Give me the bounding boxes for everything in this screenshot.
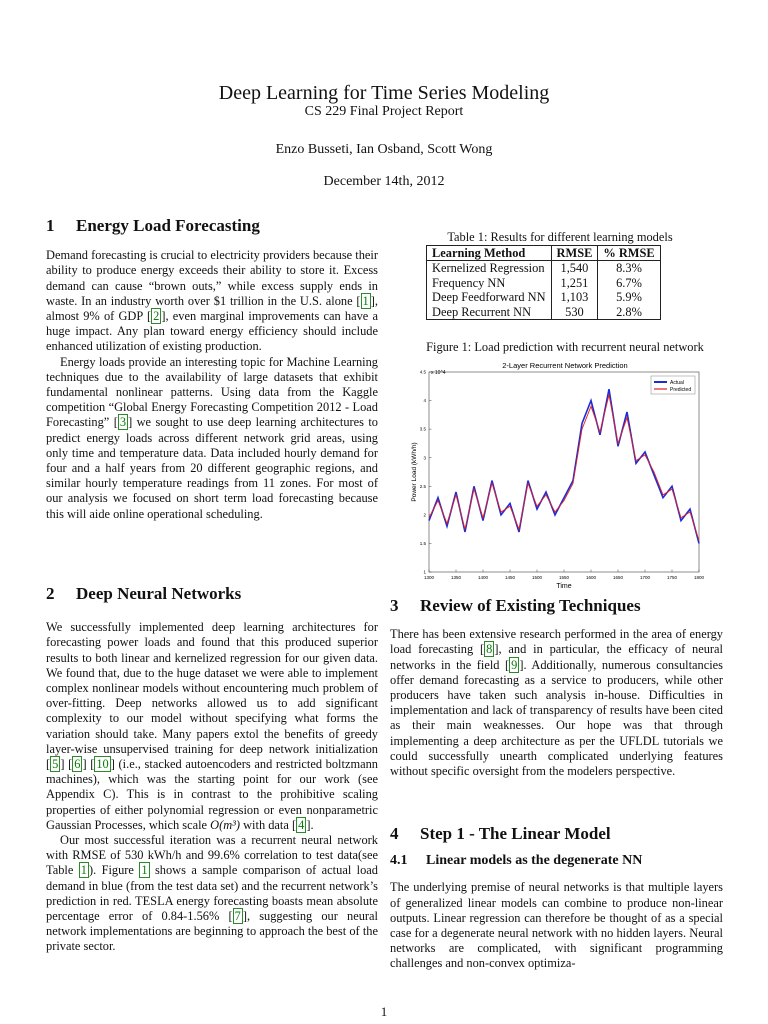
table-row <box>427 305 661 320</box>
y-tick-label: 3 <box>423 455 426 461</box>
x-tick-label: 1350 <box>450 575 462 580</box>
section-4 <box>390 826 723 972</box>
x-tick-label: 1650 <box>612 575 624 580</box>
table-cell: Frequency NN <box>427 276 552 290</box>
citation-link[interactable]: 1 <box>362 293 369 308</box>
citation-link[interactable]: 4 <box>298 817 305 832</box>
y-tick-label: 1 <box>423 569 426 575</box>
paper-authors: Enzo Busseti, Ian Osband, Scott Wong <box>275 142 493 157</box>
paper-date: December 14th, 2012 <box>323 174 445 189</box>
citation-link[interactable]: 2 <box>153 309 160 324</box>
section-2-paragraph-1: We successfully implemented deep learning architectures for forecasting power loads and found that this produced superior results to both linear and kernelized regression for our given data. We found that, due to the huge dataset we were able to implement complex nonlinear models without encountering much problem of over-fitting. Deep networks allowed us to add significant complexity to our model without specifying what forms the variation should take. Many papers extol the benefits of greedy layer-wise unsupervised training for deep network initialization [ 5 ] [ 6 ] [ 10 ] (i.e., stacked autoencoders and restricted boltzmann machines), which was the starting point for our work (see Appendix C). This is in contrast to the prohibitive scaling properties of either polynomial regression or even nonparametric Gaussian Processes, which scale O(m³) with data [ 4 ]. <box>46 620 378 832</box>
section-1-paragraph-2: Energy loads provide an interesting topic for Machine Learning techniques due to the availability of large datasets that exhibit fundamental nonlinear patterns. Using data from the Kaggle competition “Global Energy Forecasting Competition 2012 - Load Forecasting” [ 3 ] we sought to use deep learning architectures to predict energy loads across different network grid areas, using only time and temperature data. Data included hourly demand for four and a half years from 20 different geographic regions, and similar hourly temperature readings from 11 zones. For most of our analysis we focused on short term load forecasting because this will aide online operational scheduling. <box>46 354 379 521</box>
load-prediction-chart <box>405 358 705 590</box>
figure-1-caption: Figure 1: Load prediction with recurrent neural network <box>426 340 704 354</box>
table-ref-link[interactable]: 1 <box>80 863 87 878</box>
section-2-heading: 2 Deep Neural Networks <box>46 584 242 603</box>
table-cell: 530 <box>551 305 598 320</box>
table-header-row <box>427 246 661 261</box>
x-tick-label: 1550 <box>558 575 570 580</box>
section-3-paragraph-1: There has been extensive research performed in the area of energy load forecasting [ 8 ], and in particular, the efficacy of neural networks in the field [ 9 ]. Additionally, numerous consultancies offer demand forecasting as a service to producers, while other producers have taken such analysis in-house. Difficulties in implementation and lack of transparency of results have been cited as their main weaknesses. Our hope was that through implementing a deep architecture as per the UFLDL tutorials we could successfully unearth complicated underlying features without specific oversight from the modelers perspective. <box>390 627 723 779</box>
section-3-heading: 3 Review of Existing Techniques <box>390 596 641 615</box>
citation-link[interactable]: 10 <box>96 757 109 772</box>
figure-ref-link[interactable]: 1 <box>141 863 148 878</box>
legend-label: Actual <box>670 380 684 386</box>
citation-link[interactable]: 6 <box>74 757 81 772</box>
section-2-paragraph-2: Our most successful iteration was a recurrent neural network with RMSE of 530 kWh/h and 99.6% correlation to test data(see Table 1 ). Figure 1 shows a sample comparison of actual load demand in blue (from the test data set) and the recurrent network’s prediction in red. TESLA energy forecasting boasts mean absolute percentage error of 0.84-1.56% [ 7 ], suggesting our neural network implementations are beginning to approach the best of the private sector. <box>46 833 378 954</box>
x-tick-label: 1800 <box>693 575 705 580</box>
section-1-heading: 1 Energy Load Forecasting <box>46 216 260 235</box>
x-tick-label: 1750 <box>666 575 678 580</box>
chart-title: 2-Layer Recurrent Network Prediction <box>502 361 628 370</box>
y-tick-label: 2.5 <box>419 483 426 489</box>
table-1-block <box>425 230 695 320</box>
table-cell: Deep Feedforward NN <box>427 290 552 304</box>
section-1-paragraph-1: Demand forecasting is crucial to electricity providers because their ability to produce energy exceeds their ability to store it. Excess demand can cause “brown outs,” while excess supply ends in waste. In an industry worth over $1 trillion in the U.S. alone [ 1 ], almost 9% of GDP [ 2 ], even marginal improvements can have a huge impact. Any plan toward energy efficiency should include enhanced utilization of existing production. <box>46 248 378 354</box>
table-cell: Deep Recurrent NN <box>427 305 552 320</box>
table-cell: 1,251 <box>551 276 598 290</box>
citation-link[interactable]: 5 <box>52 757 59 772</box>
table-cell: 6.7% <box>598 276 660 290</box>
results-table <box>426 245 661 320</box>
y-tick-label: 1.5 <box>419 541 426 547</box>
citation-link[interactable]: 7 <box>234 909 241 924</box>
x-tick-label: 1300 <box>423 575 435 580</box>
y-tick-label: 4.5 <box>419 369 426 375</box>
section-4-paragraph-1: The underlying premise of neural networks is that multiple layers of generalized linear models can combine to produce non-linear outputs. Linear regression can therefore be thought of as a special case for a degenerate neural network with no hidden layers. Neural networks are complicated, with significant programming challenges and non-convex optimiza- <box>390 880 723 971</box>
paper-title: Deep Learning for Time Series Modeling <box>218 82 550 104</box>
legend-label: Predicted <box>670 387 692 393</box>
table-cell: 1,103 <box>551 290 598 304</box>
table-row <box>427 261 661 276</box>
citation-link[interactable]: 3 <box>119 415 127 430</box>
x-tick-label: 1450 <box>504 575 516 580</box>
table-header-cell: % RMSE <box>598 246 660 261</box>
table-cell: Kernelized Regression <box>427 261 552 276</box>
table-row <box>427 276 661 290</box>
subsection-4-1-heading: 4.1 Linear models as the degenerate NN <box>390 853 643 869</box>
paper-subtitle: CS 229 Final Project Report <box>304 104 464 119</box>
section-2 <box>46 586 378 955</box>
section-1 <box>46 218 378 522</box>
table-row <box>427 290 661 304</box>
x-tick-label: 1500 <box>531 575 543 580</box>
chart-y-exponent: x 10^4 <box>431 370 446 376</box>
section-4-heading: 4 Step 1 - The Linear Model <box>390 824 611 843</box>
citation-link[interactable]: 9 <box>511 657 518 672</box>
citation-link[interactable]: 8 <box>486 642 493 657</box>
x-tick-label: 1700 <box>639 575 651 580</box>
chart-y-label: Power Load (kWh/h) <box>411 442 418 502</box>
section-3 <box>390 598 723 779</box>
x-tick-label: 1400 <box>477 575 489 580</box>
chart-x-label: Time <box>556 583 572 590</box>
page-number: 1 <box>380 1004 388 1019</box>
table-header-cell: RMSE <box>551 246 598 261</box>
table-cell: 1,540 <box>551 261 598 276</box>
x-tick-label: 1600 <box>585 575 597 580</box>
y-tick-label: 2 <box>423 512 426 518</box>
y-tick-label: 4 <box>423 398 426 404</box>
y-tick-label: 3.5 <box>419 426 426 432</box>
table-1-caption: Table 1: Results for different learning models <box>447 230 673 244</box>
table-cell: 8.3% <box>598 261 660 276</box>
table-header-cell: Learning Method <box>427 246 552 261</box>
table-cell: 2.8% <box>598 305 660 320</box>
table-cell: 5.9% <box>598 290 660 304</box>
